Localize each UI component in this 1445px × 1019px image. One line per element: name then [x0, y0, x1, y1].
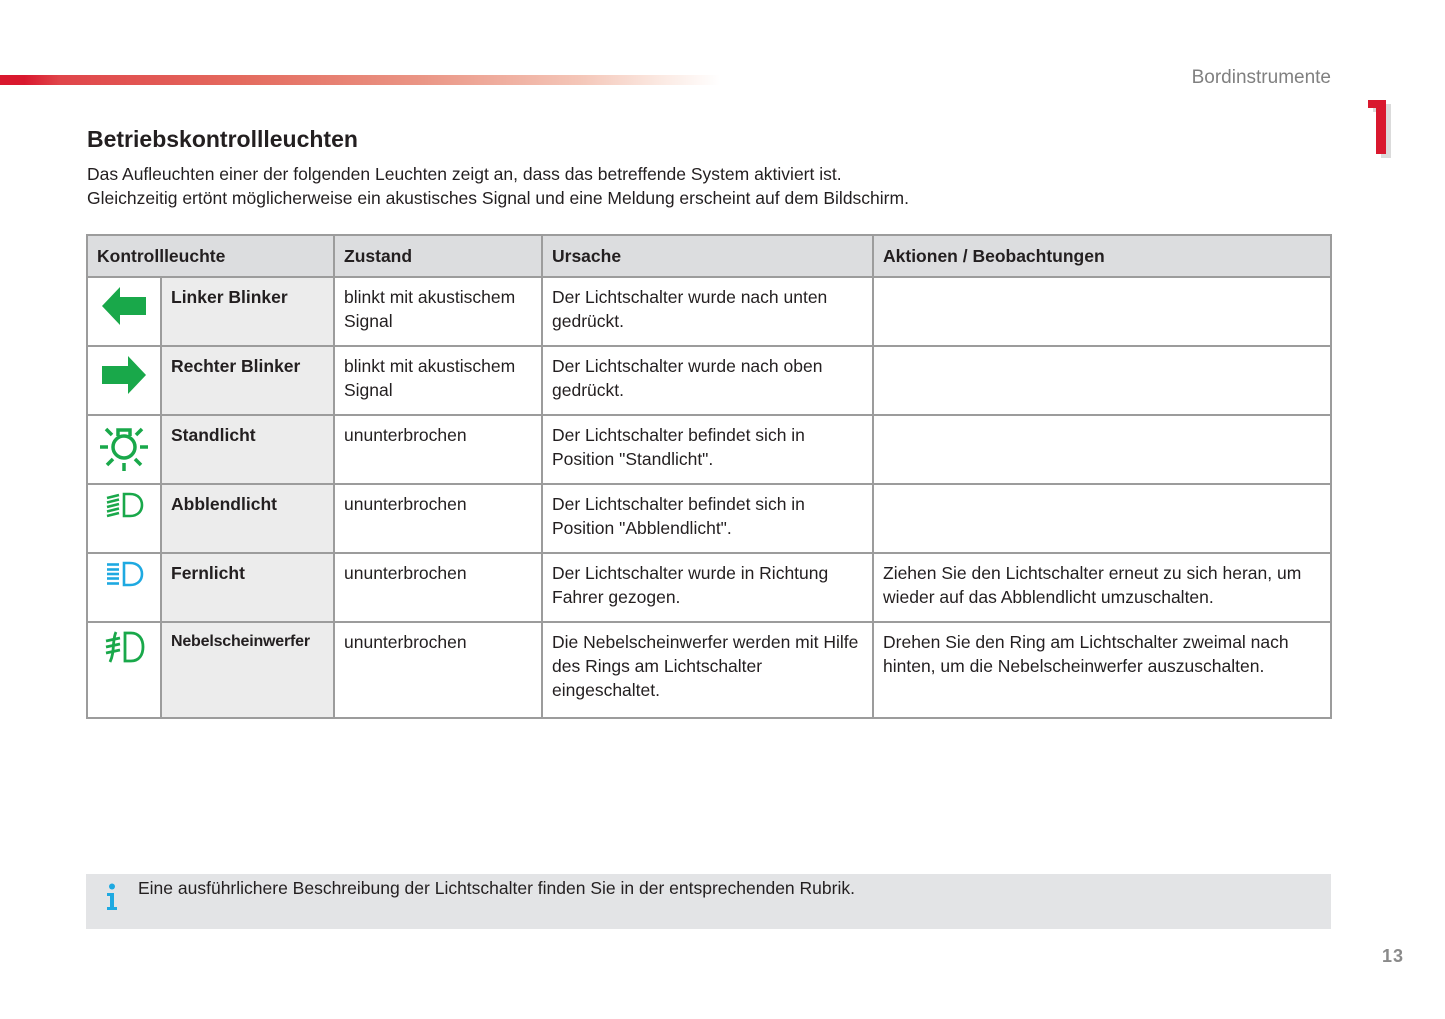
front-fog-light-icon	[87, 622, 161, 718]
table-row	[87, 484, 1331, 553]
column-header-zustand: Zustand	[334, 235, 542, 277]
light-action: Ziehen Sie den Lichtschalter erneut zu sich heran, um wieder auf das Abblendlicht umzuschalten.	[873, 553, 1331, 622]
column-header-ursache: Ursache	[542, 235, 873, 277]
intro-line-2: Gleichzeitig ertönt möglicherweise ein akustisches Signal und eine Meldung erscheint auf dem Bildschirm.	[87, 188, 909, 208]
light-name: Fernlicht	[161, 553, 334, 622]
light-action: Drehen Sie den Ring am Lichtschalter zweimal nach hinten, um die Nebelscheinwerfer auszuschalten.	[873, 622, 1331, 718]
table-header-row	[87, 235, 1331, 277]
section-intro	[87, 162, 909, 210]
table-row	[87, 346, 1331, 415]
chapter-accent-bar	[0, 75, 720, 85]
info-text: Eine ausführlichere Beschreibung der Lichtschalter finden Sie in der entsprechenden Rubrik.	[138, 878, 855, 898]
left-turn-arrow-icon	[87, 277, 161, 346]
light-cause: Die Nebelscheinwerfer werden mit Hilfe des Rings am Lichtschalter eingeschaltet.	[542, 622, 873, 718]
light-action	[873, 277, 1331, 346]
chapter-name: Bordinstrumente	[1191, 67, 1331, 88]
light-state: ununterbrochen	[334, 415, 542, 484]
light-action	[873, 484, 1331, 553]
light-cause: Der Lichtschalter befindet sich in Position "Standlicht".	[542, 415, 873, 484]
section-title: Betriebskontrollleuchten	[87, 126, 358, 152]
sidelight-icon	[87, 415, 161, 484]
intro-line-1: Das Aufleuchten einer der folgenden Leuchten zeigt an, dass das betreffende System aktiviert ist.	[87, 164, 842, 184]
column-header-kontrollleuchte: Kontrollleuchte	[87, 235, 334, 277]
light-action	[873, 415, 1331, 484]
light-name: Linker Blinker	[161, 277, 334, 346]
light-cause: Der Lichtschalter wurde nach unten gedrückt.	[542, 277, 873, 346]
light-state: ununterbrochen	[334, 622, 542, 718]
light-state: blinkt mit akustischem Signal	[334, 346, 542, 415]
light-name: Nebelscheinwerfer	[161, 622, 334, 718]
main-beam-icon	[87, 553, 161, 622]
light-state: blinkt mit akustischem Signal	[334, 277, 542, 346]
warning-lights-table	[86, 234, 1332, 719]
info-icon	[105, 883, 119, 916]
light-state: ununterbrochen	[334, 553, 542, 622]
table-row	[87, 622, 1331, 718]
light-name: Rechter Blinker	[161, 346, 334, 415]
light-action	[873, 346, 1331, 415]
light-cause: Der Lichtschalter befindet sich in Position "Abblendlicht".	[542, 484, 873, 553]
column-header-aktionen: Aktionen / Beobachtungen	[873, 235, 1331, 277]
light-name: Standlicht	[161, 415, 334, 484]
light-state: ununterbrochen	[334, 484, 542, 553]
info-note	[86, 874, 1331, 929]
light-cause: Der Lichtschalter wurde in Richtung Fahrer gezogen.	[542, 553, 873, 622]
page-number: 13	[1382, 946, 1405, 966]
right-turn-arrow-icon	[87, 346, 161, 415]
table-row	[87, 553, 1331, 622]
table-row	[87, 277, 1331, 346]
chapter-number-badge	[1366, 96, 1398, 158]
light-name: Abblendlicht	[161, 484, 334, 553]
light-cause: Der Lichtschalter wurde nach oben gedrückt.	[542, 346, 873, 415]
table-row	[87, 415, 1331, 484]
dipped-beam-icon	[87, 484, 161, 553]
